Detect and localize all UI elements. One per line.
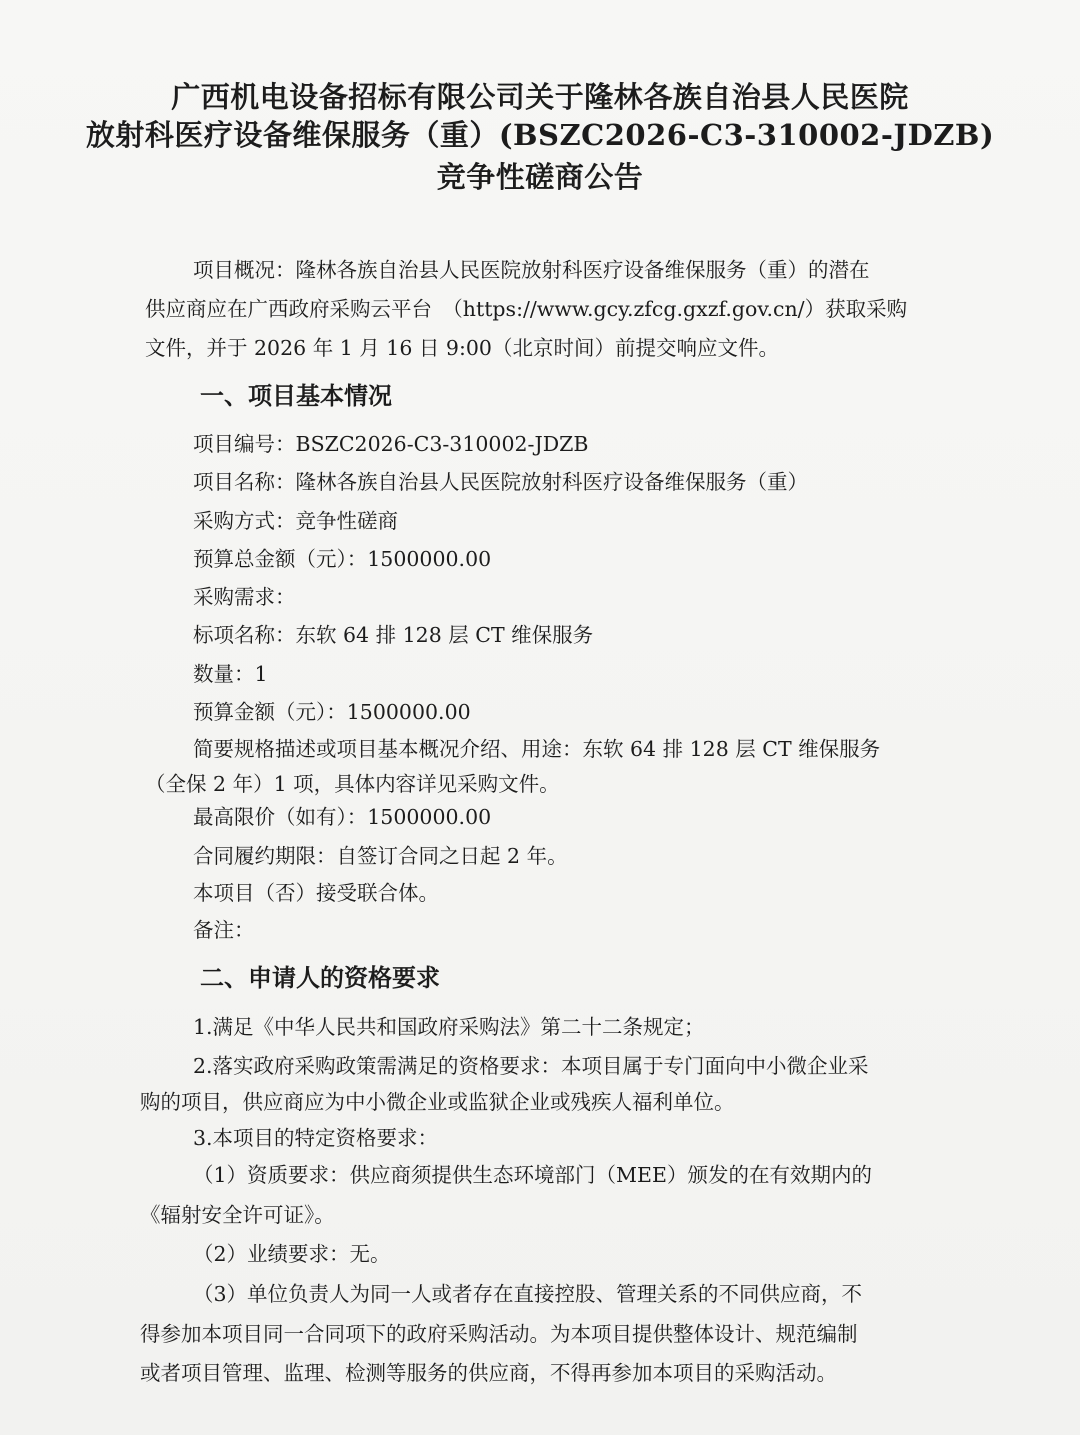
- overview-line-1: 项目概况：隆林各族自治县人民医院放射科医疗设备维保服务（重）的潜在: [193, 258, 870, 282]
- requirement-2-line-2: 购的项目，供应商应为中小微企业或监狱企业或残疾人福利单位。: [140, 1090, 735, 1114]
- total-budget: 预算总金额（元）：1500000.00: [193, 547, 492, 571]
- item-budget: 预算金额（元）：1500000.00: [193, 700, 471, 724]
- procurement-demand: 采购需求：: [193, 585, 296, 609]
- item-name: 标项名称：东软 64 排 128 层 CT 维保服务: [193, 623, 594, 647]
- max-price: 最高限价（如有）：1500000.00: [193, 805, 492, 829]
- project-number: 项目编号：BSZC2026-C3-310002-JDZB: [193, 432, 589, 456]
- requirement-3-1-line-1: （1）资质要求：供应商须提供生态环境部门（MEE）颁发的在有效期内的: [193, 1163, 872, 1187]
- document-title-line-1: 广西机电设备招标有限公司关于隆林各族自治县人民医院: [171, 80, 909, 114]
- remarks: 备注：: [193, 918, 255, 942]
- quantity: 数量：1: [193, 662, 268, 686]
- requirement-2-line-1: 2.落实政府采购政策需满足的资格要求：本项目属于专门面向中小微企业采: [193, 1054, 869, 1078]
- consortium: 本项目（否）接受联合体。: [193, 881, 439, 905]
- requirement-3-3-line-3: 或者项目管理、监理、检测等服务的供应商，不得再参加本项目的采购活动。: [140, 1361, 837, 1385]
- contract-period: 合同履约期限：自签订合同之日起 2 年。: [193, 844, 568, 868]
- overview-line-2: 供应商应在广西政府采购云平台 （https://www.gcy.zfcg.gxzf.gov.cn/）获取采购: [145, 297, 908, 321]
- requirement-3: 3.本项目的特定资格要求：: [193, 1126, 439, 1150]
- requirement-1: 1.满足《中华人民共和国政府采购法》第二十二条规定；: [193, 1015, 705, 1039]
- requirement-3-2: （2）业绩要求：无。: [193, 1242, 391, 1266]
- procurement-method: 采购方式：竞争性磋商: [193, 509, 398, 533]
- document-title-line-2: 放射科医疗设备维保服务（重）(BSZC2026-C3-310002-JDZB): [85, 118, 995, 152]
- section-1-heading: 一、项目基本情况: [200, 381, 392, 410]
- section-2-heading: 二、申请人的资格要求: [200, 963, 440, 992]
- requirement-3-3-line-2: 得参加本项目同一合同项下的政府采购活动。为本项目提供整体设计、规范编制: [140, 1322, 858, 1346]
- project-name: 项目名称：隆林各族自治县人民医院放射科医疗设备维保服务（重）: [193, 470, 808, 494]
- requirement-3-1-line-2: 《辐射安全许可证》。: [140, 1203, 335, 1227]
- document-title-line-3: 竞争性磋商公告: [436, 160, 644, 194]
- requirement-3-3-line-1: （3）单位负责人为同一人或者存在直接控股、管理关系的不同供应商，不: [193, 1282, 863, 1306]
- description-line-1: 简要规格描述或项目基本概况介绍、用途：东软 64 排 128 层 CT 维保服务: [193, 737, 881, 761]
- description-line-2: （全保 2 年）1 项，具体内容详见采购文件。: [145, 772, 560, 796]
- overview-line-3: 文件，并于 2026 年 1 月 16 日 9:00（北京时间）前提交响应文件。: [145, 336, 779, 360]
